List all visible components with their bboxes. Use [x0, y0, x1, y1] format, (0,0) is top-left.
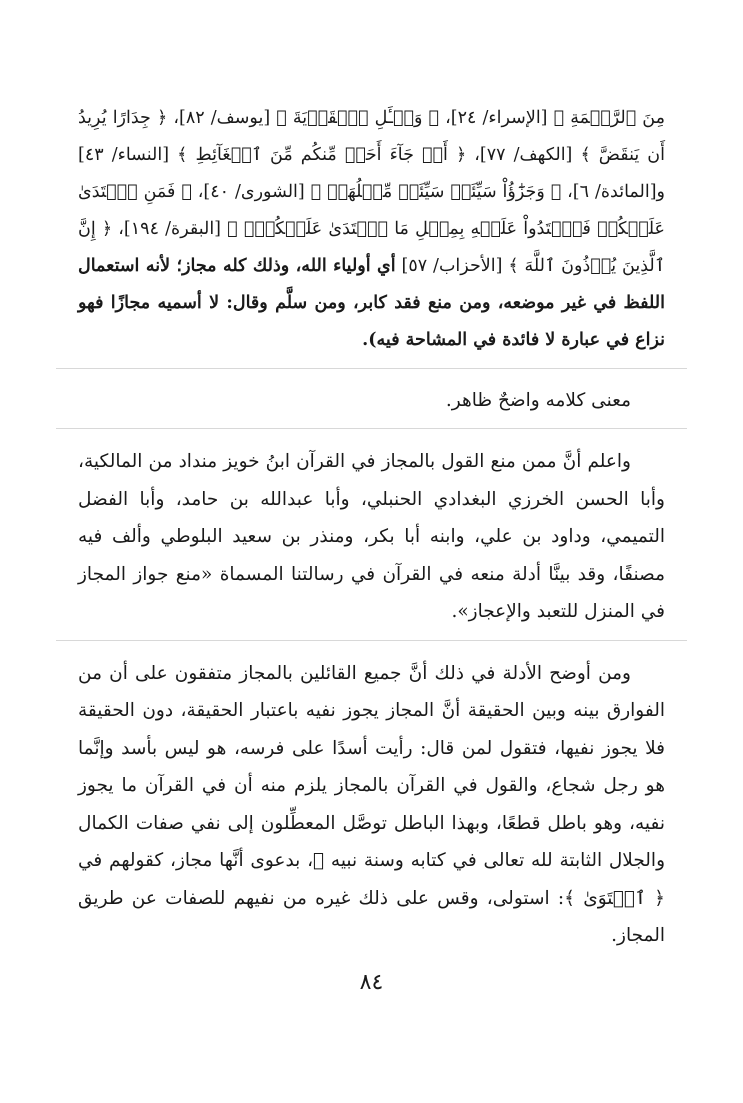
page-content	[78, 100, 665, 955]
quoted-passage	[78, 100, 665, 359]
section-divider	[56, 428, 687, 429]
paragraph: ومن أوضح الأدلة في ذلك أنَّ جميع القائلين بالمجاز متفقون على أن من الفوارق بينه وبين الحقيقة أنَّ المجاز يجوز نفيه باعتبار الحقيقة، دون الحقيقة فلا يجوز نفيها، فتقول لمن قال: رأيت أسدًا على فرسه، هو ليس بأسد وإنَّما هو رجل شجاع، والقول في القرآن بالمجاز يلزم منه أن في القرآن ما يجوز نفيه، وهو باطل قطعًا، وبهذا الباطل توصَّل المعطِّلون إلى نفي صفات الكمال والجلال الثابتة لله تعالى في كتابه وسنة نبيه ﷺ، بدعوى أنَّها مجاز، كقولهم في ﴿ ٱسۡتَوَىٰ ﴾: استولى، وقس على ذلك غيره من نفيهم للصفات عن طريق المجاز.	[78, 662, 665, 946]
paragraph: واعلم أنَّ ممن منع القول بالمجاز في القرآن ابنُ خويز منداد من المالكية، وأبا الحسن الخرزي البغدادي الحنبلي، وأبا عبدالله بن حامد، وأبا الفضل التميمي، وداود بن علي، وابنه أبا بكر، ومنذر بن سعيد البلوطي وألف فيه مصنفًا، وقد بينَّا أدلة منعه في القرآن في رسالتنا المسماة «منع جواز المجاز في المنزل للتعبد والإعجاز».	[78, 451, 665, 622]
page-number: ٨٤	[359, 970, 384, 995]
section-divider	[56, 368, 687, 369]
summary-sentence: معنى كلامه واضحٌ ظاهر.	[445, 390, 631, 411]
section-divider	[56, 640, 687, 641]
quoted-conclusion: أي أولياء الله، وذلك كله مجاز؛ لأنه استعمال اللفظ في غير موضعه، ومن منع فقد كابر، ومن سلَّم وقال: لا أسميه مجازًا فهو نزاع في عبارة لا فائدة في المشاحة فيه).	[78, 256, 665, 350]
quran-citations: مِنَ ٱلرَّحۡمَةِ ﴾ [الإسراء/ ٢٤]، ﴿ وَسۡـَٔلِ ٱلۡقَرۡيَةَ ﴾ [يوسف/ ٨٢]، ﴿ جِدَارًا يُرِيدُ أَن يَنقَضَّ ﴾ [الكهف/ ٧٧]، ﴿ أَوۡ جَآءَ أَحَدٞ مِّنكُم مِّنَ ٱلۡغَآئِطِ ﴾ [النساء/ ٤٣] و[المائدة/ ٦]، ﴿ وَجَزَٰٓؤُاْ سَيِّئَةٖ سَيِّئَةٞ مِّثۡلُهَاۖ ﴾ [الشورى/ ٤٠]، ﴿ فَمَنِ ٱعۡتَدَىٰ عَلَيۡكُمۡ فَٱعۡتَدُواْ عَلَيۡهِ بِمِثۡلِ مَا ٱعۡتَدَىٰ عَلَيۡكُمۡۚ ﴾ [البقرة/ ١٩٤]، ﴿ إِنَّ ٱلَّذِينَ يُؤۡذُونَ ٱللَّهَ ﴾ [الأحزاب/ ٥٧]	[78, 108, 666, 276]
